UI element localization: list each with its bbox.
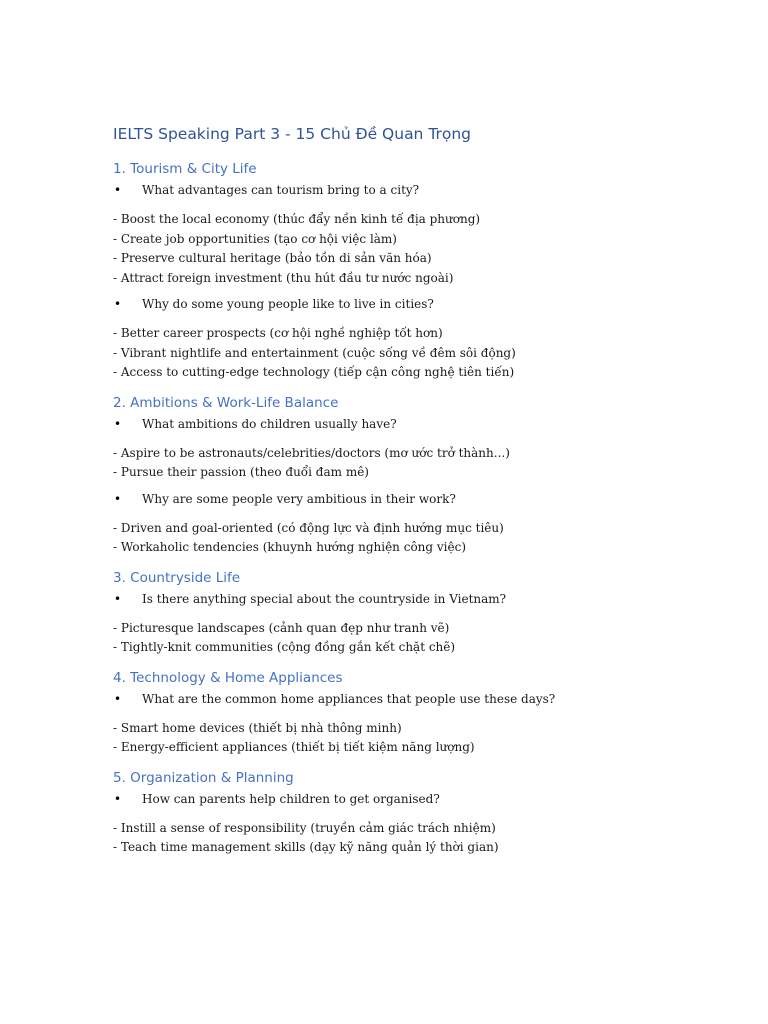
question-text: What are the common home appliances that people use these days? [142, 691, 556, 706]
answer-line: - Create job opportunities (tạo cơ hội việc làm) [113, 231, 397, 246]
answer-list [113, 719, 733, 758]
answer-list [113, 444, 733, 483]
question-text: Why are some people very ambitious in their work? [142, 491, 456, 506]
answer-line: - Attract foreign investment (thu hút đầu tư nước ngoài) [113, 270, 454, 285]
document-content [113, 122, 733, 868]
question-group [113, 488, 733, 558]
bullet-icon: • [114, 591, 122, 606]
question-item [113, 788, 733, 810]
answer-line: - Workaholic tendencies (khuynh hướng nghiện công việc) [113, 540, 467, 554]
answer-line: - Driven and goal-oriented (có động lực và định hướng mục tiêu) [113, 520, 504, 535]
question-item [113, 293, 733, 315]
answer-line: - Smart home devices (thiết bị nhà thông minh) [113, 720, 402, 735]
question-group [113, 588, 733, 658]
answer-line: - Instill a sense of responsibility (truyền cảm giác trách nhiệm) [113, 820, 496, 835]
question-item [113, 179, 733, 201]
bullet-icon: • [114, 791, 122, 806]
section [113, 668, 733, 758]
section-heading: 4. Technology & Home Appliances [113, 669, 343, 686]
section [113, 568, 733, 658]
answer-line: - Picturesque landscapes (cảnh quan đẹp như tranh vẽ) [113, 620, 450, 635]
answer-list [113, 324, 733, 383]
bullet-icon: • [114, 691, 122, 706]
bullet-icon: • [114, 183, 122, 197]
answer-list [113, 210, 733, 288]
section-heading: 2. Ambitions & Work-Life Balance [113, 394, 339, 411]
answer-line: - Boost the local economy (thúc đẩy nền kinh tế địa phương) [113, 212, 481, 226]
answer-line: - Teach time management skills (dạy kỹ năng quản lý thời gian) [113, 840, 499, 854]
answer-line: - Pursue their passion (theo đuổi đam mê) [113, 465, 369, 479]
question-text: Why do some young people like to live in cities? [142, 297, 434, 311]
answer-line: - Aspire to be astronauts/celebrities/doctors (mơ ước trở thành...) [113, 445, 510, 460]
answer-list [113, 619, 733, 658]
question-group [113, 179, 733, 288]
bullet-icon: • [114, 297, 122, 311]
question-item [113, 488, 733, 510]
section [113, 768, 733, 858]
bullet-icon: • [114, 491, 122, 506]
answer-line: - Preserve cultural heritage (bảo tồn di sản văn hóa) [113, 251, 432, 265]
answer-list [113, 519, 733, 558]
section [113, 159, 733, 383]
question-group [113, 688, 733, 758]
question-item [113, 688, 733, 710]
question-text: What ambitions do children usually have? [142, 416, 397, 431]
section-heading: 3. Countryside Life [113, 569, 241, 586]
section-heading: 1. Tourism & City Life [113, 161, 257, 177]
sections-container [113, 159, 733, 858]
question-text: Is there anything special about the countryside in Vietnam? [142, 591, 507, 606]
answer-line: - Better career prospects (cơ hội nghề nghiệp tốt hơn) [113, 326, 443, 340]
answer-line: - Energy-efficient appliances (thiết bị tiết kiệm năng lượng) [113, 740, 475, 754]
answer-list [113, 819, 733, 858]
question-group [113, 293, 733, 383]
question-group [113, 788, 733, 858]
question-text: How can parents help children to get organised? [142, 791, 440, 806]
answer-line: - Access to cutting-edge technology (tiếp cận công nghệ tiên tiến) [113, 365, 515, 379]
question-text: What advantages can tourism bring to a city? [142, 183, 420, 197]
question-group [113, 413, 733, 483]
section [113, 393, 733, 558]
question-item [113, 413, 733, 435]
bullet-icon: • [114, 416, 122, 431]
page-title: IELTS Speaking Part 3 - 15 Chủ Đề Quan Trọng [113, 125, 472, 143]
answer-line: - Tightly-knit communities (cộng đồng gắn kết chặt chẽ) [113, 640, 456, 654]
section-heading: 5. Organization & Planning [113, 769, 294, 786]
question-item [113, 588, 733, 610]
answer-line: - Vibrant nightlife and entertainment (cuộc sống về đêm sôi động) [113, 345, 516, 360]
